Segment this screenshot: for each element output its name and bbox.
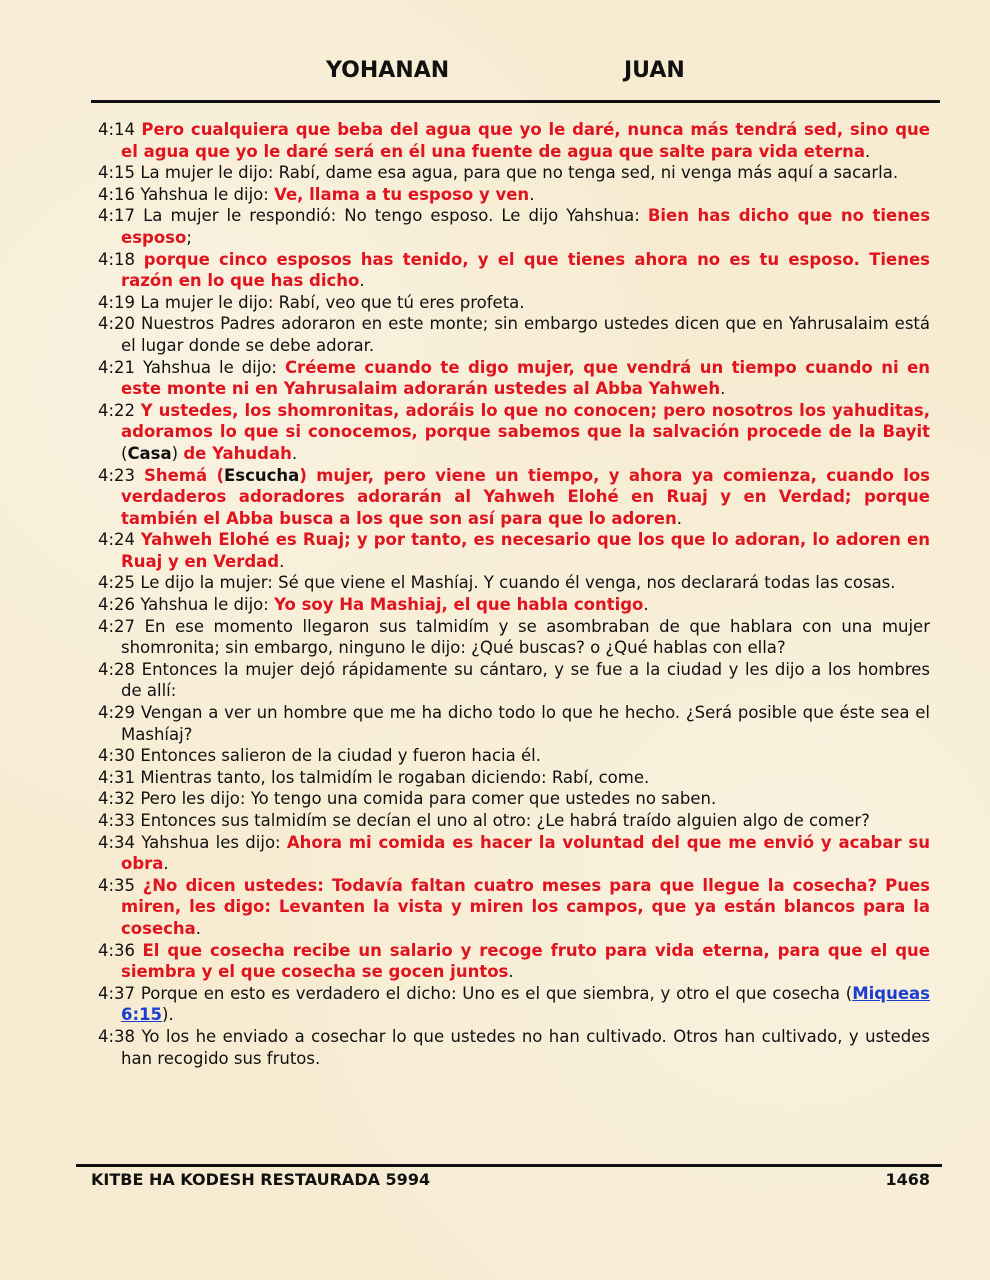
verse-number: 4:37 [98, 983, 136, 1003]
verse-number: 4:22 [98, 400, 136, 420]
verse-number: 4:17 [98, 206, 136, 226]
verse [98, 1026, 930, 1069]
spoken-words-text: Yo soy Ha Mashiaj, el que habla contigo [274, 595, 644, 615]
verse-number: 4:24 [98, 530, 136, 550]
verse [98, 832, 930, 875]
verse-number: 4:27 [98, 616, 136, 636]
verse [98, 983, 930, 1026]
verse-text: . [359, 271, 365, 291]
verse-text: Entonces sus talmidím se decían el uno al otro: ¿Le habrá traído alguien algo de comer? [140, 811, 870, 830]
verse [98, 767, 930, 789]
spoken-words-text: ¿No dicen ustedes: Todavía faltan cuatro meses para que llegue la cosecha? Pues miren, les digo: Levanten la vista y miren los campos, que ya están blancos para la cosecha [121, 875, 930, 938]
verse-number: 4:15 [98, 163, 136, 183]
verse [98, 465, 930, 530]
verse-text: ). [162, 1005, 174, 1025]
spoken-words-text: Ahora mi comida es hacer la voluntad del que me envió y acabar su obra [121, 832, 930, 874]
verse-text: Pero les dijo: Yo tengo una comida para comer que ustedes no saben. [140, 789, 717, 809]
verse-text: . [291, 443, 298, 463]
verse-number: 4:18 [98, 249, 136, 269]
verse-text: Porque en esto es verdadero el dicho: Uno es el que siembra, y otro el que cosecha ( [140, 983, 853, 1003]
header-book-hebrew: YOHANAN [326, 58, 450, 83]
verse [98, 810, 930, 832]
verse-text: Yahshua le dijo: [143, 357, 285, 377]
verse-text: ; [186, 227, 192, 247]
verse-text: ) [171, 443, 184, 463]
verse-number: 4:16 [98, 184, 136, 204]
verse-number: 4:28 [98, 659, 136, 679]
verse-text: En ese momento llegaron sus talmidím y se asombraban de que hablara con una mujer shomronita; sin embargo, ninguno le dijo: ¿Qué buscas? o ¿Qué hablas con ella? [121, 616, 930, 658]
verse [98, 788, 930, 810]
verse-text: Yahshua le dijo: [140, 595, 275, 615]
verse-text: La mujer le respondió: No tengo esposo. Le dijo Yahshua: [143, 206, 648, 226]
verse-text: . [195, 918, 202, 938]
footer-divider [76, 1164, 942, 1167]
page-number: 1468 [885, 1170, 930, 1189]
verse-text: La mujer le dijo: Rabí, dame esa agua, para que no tenga sed, ni venga más aquí a sacarla. [140, 163, 899, 183]
verse [98, 875, 930, 940]
verse [98, 313, 930, 356]
verse-number: 4:30 [98, 746, 136, 766]
verse-number: 4:35 [98, 875, 136, 895]
verse-number: 4:32 [98, 789, 136, 809]
spoken-words-text: ) mujer, pero viene un tiempo, y ahora ya comienza, cuando los verdaderos adoradores adorarán al Yahweh Elohé en Ruaj y en Verdad; porque también el Abba busca a los que son así para que lo adoren [121, 465, 931, 528]
verse-text: Escucha [224, 465, 300, 485]
spoken-words-text: Pero cualquiera que beba del agua que yo le daré, nunca más tendrá sed, sino que el agua que yo le daré será en él una fuente de agua que salte para vida eterna [121, 120, 930, 161]
verse-text: Casa [127, 443, 172, 463]
verse-text: . [508, 962, 514, 982]
spoken-words-text: Shemá ( [143, 465, 225, 485]
verse-number: 4:29 [98, 703, 136, 723]
verse-text: . [676, 508, 682, 528]
verse-text: . [529, 184, 535, 204]
verse [98, 702, 930, 745]
verse-text: Entonces salieron de la ciudad y fueron hacia él. [140, 746, 541, 766]
spoken-words-text: Créeme cuando te digo mujer, que vendrá un tiempo cuando ni en este monte ni en Yahrusalaim adorarán ustedes al Abba Yahweh [121, 357, 931, 399]
verse [98, 249, 930, 292]
footer-title: KITBE HA KODESH RESTAURADA 5994 [91, 1170, 431, 1189]
spoken-words-text: Bien has dicho que no tienes esposo [121, 206, 931, 247]
spoken-words-text: de Yahudah [183, 443, 292, 463]
verse-number: 4:14 [98, 120, 136, 139]
page-header [0, 58, 990, 88]
verse-text: . [643, 595, 649, 615]
verse-text: Nuestros Padres adoraron en este monte; sin embargo ustedes dicen que en Yahrusalaim está el lugar donde se debe adorar. [121, 314, 930, 355]
verse-text: . [865, 141, 871, 161]
verse [98, 357, 930, 400]
verse-text: . [279, 551, 285, 571]
verse [98, 616, 930, 659]
verse [98, 572, 930, 594]
verse [98, 745, 930, 767]
spoken-words-text: El que cosecha recibe un salario y recoge fruto para vida eterna, para que el que siembra y el que cosecha se gocen juntos [121, 940, 930, 982]
verse-text: . [163, 854, 169, 874]
header-divider [91, 100, 940, 103]
verse-number: 4:25 [98, 573, 136, 593]
verse [98, 162, 930, 184]
verse [98, 400, 930, 465]
spoken-words-text: Y ustedes, los shomronitas, adoráis lo que no conocen; pero nosotros los yahuditas, adoramos lo que si conocemos, porque sabemos que la salvación procede de la Bayit [121, 400, 931, 442]
verse-number: 4:33 [98, 811, 136, 830]
verse [98, 659, 930, 702]
header-book-spanish: JUAN [624, 58, 685, 83]
verse-number: 4:36 [98, 940, 136, 960]
verse [98, 184, 930, 206]
verse-number: 4:19 [98, 292, 136, 312]
verse-number: 4:38 [98, 1026, 136, 1046]
verse-text: Mientras tanto, los talmidím le rogaban diciendo: Rabí, come. [140, 767, 650, 787]
verse-number: 4:23 [98, 465, 136, 485]
verse-text: . [720, 379, 726, 399]
verse [98, 205, 930, 248]
verse [98, 594, 930, 616]
verse [98, 292, 930, 314]
verse-number: 4:31 [98, 767, 136, 787]
verse-text: Yo los he enviado a cosechar lo que ustedes no han cultivado. Otros han cultivado, y ustedes han recogido sus frutos. [121, 1026, 930, 1068]
verse-text: Yahshua le dijo: [140, 184, 275, 204]
verse-text: ( [121, 443, 128, 463]
verse-number: 4:26 [98, 595, 136, 615]
verse-text: Entonces la mujer dejó rápidamente su cántaro, y se fue a la ciudad y les dijo a los hombres de allí: [121, 659, 930, 701]
spoken-words-text: Ve, llama a tu esposo y ven [274, 184, 530, 204]
verse-number: 4:20 [98, 314, 136, 334]
verse-text: Vengan a ver un hombre que me ha dicho todo lo que he hecho. ¿Será posible que éste sea el Mashíaj? [121, 703, 930, 744]
verse-number: 4:21 [98, 357, 136, 377]
verse [98, 940, 930, 983]
cross-reference-link[interactable]: Miqueas 6:15 [121, 983, 930, 1025]
spoken-words-text: porque cinco esposos has tenido, y el que tienes ahora no es tu esposo. Tienes razón en lo que has dicho [121, 249, 930, 291]
verse [98, 529, 930, 572]
verse-number: 4:34 [98, 832, 136, 852]
spoken-words-text: Yahweh Elohé es Ruaj; y por tanto, es necesario que los que lo adoran, lo adoren en Ruaj y en Verdad [121, 530, 930, 571]
verse-text: Yahshua les dijo: [141, 832, 287, 852]
verse-list [98, 119, 930, 1069]
verse [98, 119, 930, 162]
verse-text: Le dijo la mujer: Sé que viene el Mashíaj. Y cuando él venga, nos declarará todas las cosas. [140, 573, 896, 593]
verse-text: La mujer le dijo: Rabí, veo que tú eres profeta. [140, 292, 525, 312]
